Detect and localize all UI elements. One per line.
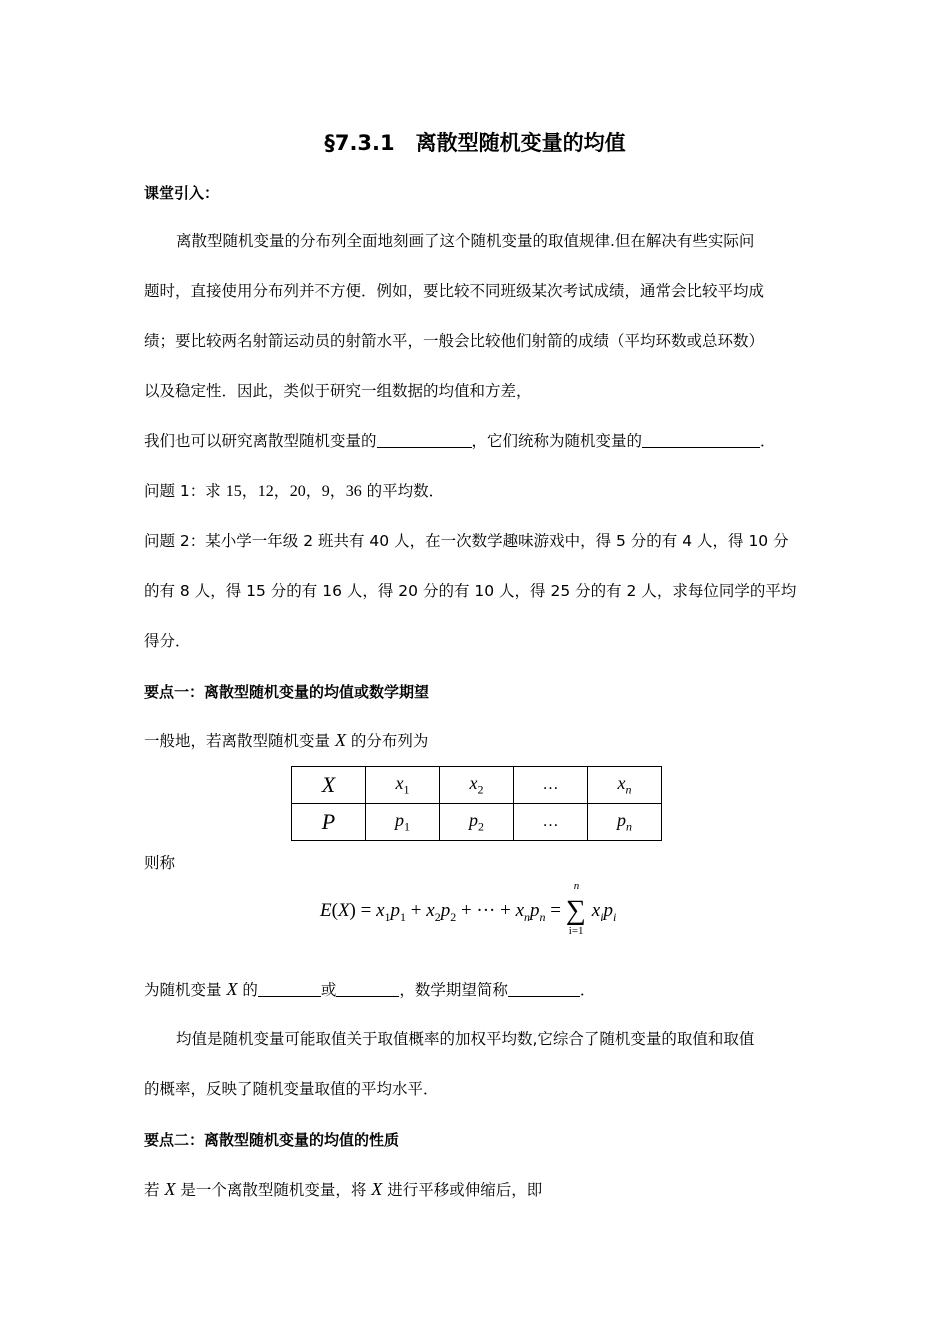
fill-in-sentence <box>144 431 776 451</box>
table-cell-p1: $p_1$ <box>366 804 440 841</box>
expectation-formula: $E(X) = x_1p_1 + x_2p_2$ + ··· + $x_np_n$ = n ∑ i=1 $x_ip_i$ <box>320 879 617 937</box>
then-call-text: 则称 <box>144 854 176 872</box>
question-2-line-2: 的有 8 人，得 15 分的有 16 人，得 20 分的有 10 人，得 25 分的有 2 人，求每位同学的平均 <box>144 582 797 600</box>
table-row <box>292 804 662 841</box>
table-row <box>292 767 662 804</box>
fill-in-text-b: ，它们统称为随机变量的 <box>471 432 643 450</box>
intro-line-3: 绩；要比较两名射箭运动员的射箭水平，一般会比较他们射箭的成绩（平均环数或总环数） <box>144 332 765 350</box>
intro-line-2: 题时，直接使用分布列并不方便．例如，要比较不同班级某次考试成绩，通常会比较平均成 <box>144 282 765 300</box>
point-1-intro-b: 的分布列为 <box>345 732 429 750</box>
table-header-x: X <box>292 767 366 804</box>
table-cell-x1: $x_1$ <box>366 767 440 804</box>
blank-5[interactable] <box>508 980 580 997</box>
table-header-p: P <box>292 804 366 841</box>
table-cell-p2: $p_2$ <box>440 804 514 841</box>
point-1-heading: 要点一：离散型随机变量的均值或数学期望 <box>144 683 430 701</box>
point-1-intro-a: 一般地，若离散型随机变量 <box>144 732 335 750</box>
var-x: X <box>334 730 346 750</box>
intro-line-1: 离散型随机变量的分布列全面地刻画了这个随机变量的取值规律.但在解决有些实际问 <box>176 232 755 250</box>
fill-in-text-c: ． <box>760 432 776 450</box>
summation-symbol: n ∑ i=1 <box>565 879 586 937</box>
definition-sentence: 为随机变量 X 的 或 ，数学期望简称 ． <box>144 979 596 999</box>
blank-2[interactable] <box>642 431 760 448</box>
blank-1[interactable] <box>377 431 472 448</box>
point-1-intro <box>144 730 428 751</box>
question-2-line-3: 得分． <box>144 632 191 650</box>
question-2-line-1: 问题 2：某小学一年级 2 班共有 40 人，在一次数学趣味游戏中，得 5 分的有 4 人，得 10 分 <box>144 532 789 550</box>
question-1-tail: 的平均数． <box>361 482 445 500</box>
table-cell-ellipsis: … <box>514 804 588 841</box>
table-cell-x2: $x_2$ <box>440 767 514 804</box>
point-2-line: 若 X 是一个离散型随机变量，将 X 进行平移或伸缩后，即 <box>144 1179 543 1199</box>
distribution-table <box>291 766 662 841</box>
intro-heading: 课堂引入： <box>144 184 220 202</box>
question-1-label: 问题 1：求 <box>144 482 226 500</box>
table-cell-pn: $p_n$ <box>588 804 662 841</box>
question-1 <box>144 481 444 502</box>
point-2-heading: 要点二：离散型随机变量的均值的性质 <box>144 1131 400 1149</box>
page-title: §7.3.1 离散型随机变量的均值 <box>324 131 626 155</box>
fill-in-text-a: 我们也可以研究离散型随机变量的 <box>144 432 377 450</box>
explain-line-1: 均值是随机变量可能取值关于取值概率的加权平均数,它综合了随机变量的取值和取值 <box>176 1030 755 1048</box>
blank-3[interactable] <box>258 980 321 997</box>
question-1-numbers: 15，12，20，9，36 <box>225 483 362 500</box>
table-cell-xn: $x_n$ <box>588 767 662 804</box>
intro-line-4: 以及稳定性．因此，类似于研究一组数据的均值和方差， <box>144 382 532 400</box>
blank-4[interactable] <box>336 980 399 997</box>
explain-line-2: 的概率，反映了随机变量取值的平均水平． <box>144 1080 439 1098</box>
table-cell-ellipsis: … <box>514 767 588 804</box>
